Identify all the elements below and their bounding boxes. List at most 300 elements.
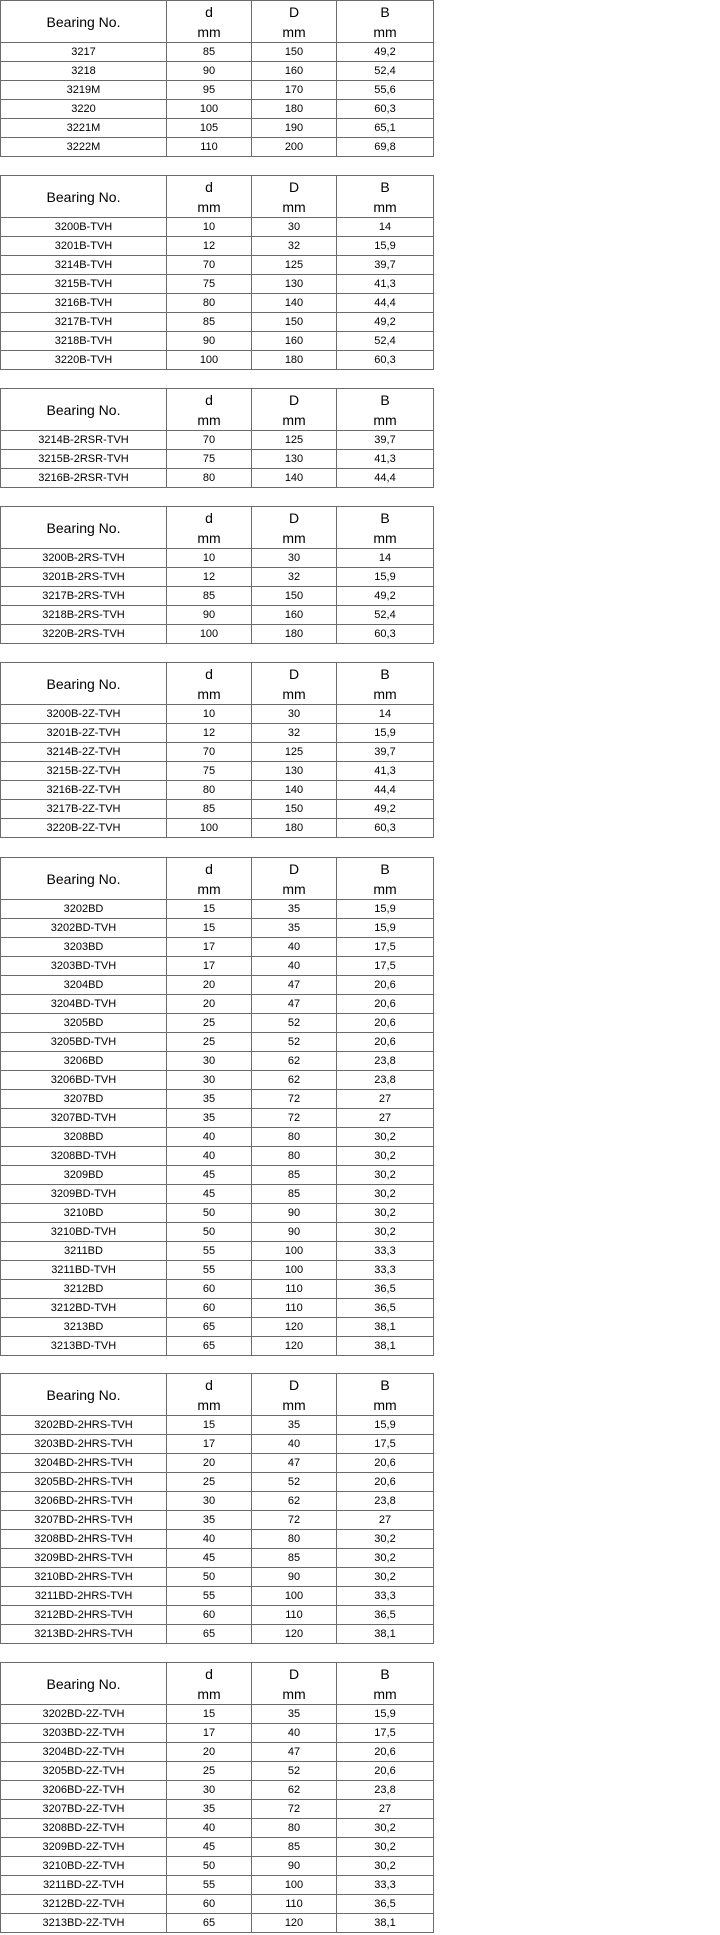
table-row xyxy=(1,62,434,81)
column-symbol: B xyxy=(380,1665,390,1682)
table-row xyxy=(1,587,434,606)
B-header xyxy=(337,1663,434,1705)
table-row xyxy=(1,724,434,743)
inner-diameter-cell: 10 xyxy=(167,705,252,724)
bearing-no-cell: 3215B-2Z-TVH xyxy=(1,762,167,781)
outer-diameter-cell: 180 xyxy=(252,351,337,370)
table-row xyxy=(1,1838,434,1857)
inner-diameter-cell: 80 xyxy=(167,781,252,800)
width-cell: 30,2 xyxy=(337,1857,434,1876)
bearing-no-cell: 3208BD-2HRS-TVH xyxy=(1,1530,167,1549)
bearing-spec-table xyxy=(0,857,434,1356)
bearing-no-cell: 3217 xyxy=(1,43,167,62)
width-cell: 30,2 xyxy=(337,1185,434,1204)
d-header xyxy=(167,176,252,218)
outer-diameter-cell: 85 xyxy=(252,1549,337,1568)
bearing-spec-table xyxy=(0,0,434,157)
inner-diameter-cell: 100 xyxy=(167,351,252,370)
column-unit: mm xyxy=(197,880,221,897)
bearing-no-cell: 3204BD xyxy=(1,976,167,995)
width-cell: 27 xyxy=(337,1090,434,1109)
width-cell: 36,5 xyxy=(337,1895,434,1914)
outer-diameter-cell: 40 xyxy=(252,957,337,976)
width-cell: 23,8 xyxy=(337,1492,434,1511)
width-cell: 17,5 xyxy=(337,1435,434,1454)
table-row xyxy=(1,237,434,256)
outer-diameter-cell: 90 xyxy=(252,1223,337,1242)
column-symbol: d xyxy=(205,1665,213,1682)
table-row xyxy=(1,1109,434,1128)
table-row xyxy=(1,781,434,800)
width-cell: 15,9 xyxy=(337,237,434,256)
bearing-no-cell: 3202BD-2HRS-TVH xyxy=(1,1416,167,1435)
inner-diameter-cell: 50 xyxy=(167,1568,252,1587)
table-row xyxy=(1,1800,434,1819)
table-row xyxy=(1,819,434,838)
inner-diameter-cell: 40 xyxy=(167,1530,252,1549)
inner-diameter-cell: 40 xyxy=(167,1128,252,1147)
outer-diameter-cell: 110 xyxy=(252,1606,337,1625)
bearing-no-cell: 3201B-2Z-TVH xyxy=(1,724,167,743)
inner-diameter-cell: 70 xyxy=(167,431,252,450)
bearing-no-cell: 3205BD-2Z-TVH xyxy=(1,1762,167,1781)
outer-diameter-cell: 110 xyxy=(252,1299,337,1318)
bearing-no-cell: 3217B-2Z-TVH xyxy=(1,800,167,819)
table-header-row xyxy=(1,389,434,431)
bearing-no-header: Bearing No. xyxy=(1,176,167,218)
inner-diameter-cell: 10 xyxy=(167,549,252,568)
table-row xyxy=(1,606,434,625)
table-row xyxy=(1,568,434,587)
column-symbol: D xyxy=(288,1665,300,1682)
table-row xyxy=(1,43,434,62)
width-cell: 60,3 xyxy=(337,819,434,838)
table-row xyxy=(1,138,434,157)
table-row xyxy=(1,1473,434,1492)
bearing-no-cell: 3214B-2RSR-TVH xyxy=(1,431,167,450)
outer-diameter-cell: 160 xyxy=(252,606,337,625)
inner-diameter-cell: 95 xyxy=(167,81,252,100)
table-header-row xyxy=(1,1374,434,1416)
inner-diameter-cell: 85 xyxy=(167,313,252,332)
inner-diameter-cell: 25 xyxy=(167,1473,252,1492)
width-cell: 20,6 xyxy=(337,995,434,1014)
width-cell: 27 xyxy=(337,1511,434,1530)
width-cell: 44,4 xyxy=(337,781,434,800)
column-unit: mm xyxy=(373,529,397,546)
table-row xyxy=(1,1014,434,1033)
bearing-spec-table xyxy=(0,1662,434,1933)
column-unit: mm xyxy=(373,685,397,702)
d-header xyxy=(167,507,252,549)
outer-diameter-cell: 35 xyxy=(252,1705,337,1724)
bearing-no-cell: 3218B-TVH xyxy=(1,332,167,351)
table-row xyxy=(1,351,434,370)
outer-diameter-cell: 32 xyxy=(252,237,337,256)
bearing-no-cell: 3220B-TVH xyxy=(1,351,167,370)
d-header xyxy=(167,1663,252,1705)
d-header xyxy=(167,663,252,705)
B-header xyxy=(337,1,434,43)
inner-diameter-cell: 35 xyxy=(167,1109,252,1128)
bearing-no-cell: 3208BD-TVH xyxy=(1,1147,167,1166)
bearing-no-cell: 3221M xyxy=(1,119,167,138)
table-row xyxy=(1,1819,434,1838)
column-symbol: B xyxy=(380,1376,390,1393)
width-cell: 30,2 xyxy=(337,1568,434,1587)
width-cell: 17,5 xyxy=(337,938,434,957)
outer-diameter-cell: 90 xyxy=(252,1204,337,1223)
table-row xyxy=(1,1166,434,1185)
width-cell: 17,5 xyxy=(337,1724,434,1743)
bearing-spec-table xyxy=(0,662,434,838)
outer-diameter-cell: 150 xyxy=(252,800,337,819)
outer-diameter-cell: 130 xyxy=(252,275,337,294)
bearing-no-header: Bearing No. xyxy=(1,663,167,705)
inner-diameter-cell: 17 xyxy=(167,1724,252,1743)
outer-diameter-cell: 100 xyxy=(252,1242,337,1261)
width-cell: 20,6 xyxy=(337,1743,434,1762)
column-unit: mm xyxy=(282,1685,306,1702)
inner-diameter-cell: 75 xyxy=(167,762,252,781)
outer-diameter-cell: 30 xyxy=(252,705,337,724)
width-cell: 30,2 xyxy=(337,1838,434,1857)
bearing-no-cell: 3209BD-2HRS-TVH xyxy=(1,1549,167,1568)
outer-diameter-cell: 35 xyxy=(252,919,337,938)
inner-diameter-cell: 65 xyxy=(167,1337,252,1356)
outer-diameter-cell: 85 xyxy=(252,1838,337,1857)
column-unit: mm xyxy=(282,1396,306,1413)
outer-diameter-cell: 150 xyxy=(252,43,337,62)
outer-diameter-cell: 130 xyxy=(252,450,337,469)
bearing-no-cell: 3203BD-2Z-TVH xyxy=(1,1724,167,1743)
outer-diameter-cell: 120 xyxy=(252,1914,337,1933)
width-cell: 41,3 xyxy=(337,275,434,294)
width-cell: 33,3 xyxy=(337,1242,434,1261)
bearing-no-cell: 3204BD-TVH xyxy=(1,995,167,1014)
bearing-no-cell: 3208BD-2Z-TVH xyxy=(1,1819,167,1838)
table-row xyxy=(1,332,434,351)
bearing-no-cell: 3206BD xyxy=(1,1052,167,1071)
width-cell: 60,3 xyxy=(337,351,434,370)
bearing-no-cell: 3209BD-TVH xyxy=(1,1185,167,1204)
width-cell: 17,5 xyxy=(337,957,434,976)
width-cell: 38,1 xyxy=(337,1625,434,1644)
width-cell: 52,4 xyxy=(337,62,434,81)
width-cell: 33,3 xyxy=(337,1876,434,1895)
inner-diameter-cell: 85 xyxy=(167,43,252,62)
column-unit: mm xyxy=(282,685,306,702)
inner-diameter-cell: 30 xyxy=(167,1781,252,1800)
width-cell: 14 xyxy=(337,218,434,237)
width-cell: 30,2 xyxy=(337,1819,434,1838)
width-cell: 20,6 xyxy=(337,1473,434,1492)
inner-diameter-cell: 65 xyxy=(167,1625,252,1644)
table-row xyxy=(1,1895,434,1914)
column-unit: mm xyxy=(282,529,306,546)
inner-diameter-cell: 45 xyxy=(167,1166,252,1185)
bearing-no-cell: 3207BD xyxy=(1,1090,167,1109)
bearing-no-cell: 3203BD-2HRS-TVH xyxy=(1,1435,167,1454)
table-header-row xyxy=(1,663,434,705)
column-symbol: D xyxy=(288,1376,300,1393)
outer-diameter-cell: 72 xyxy=(252,1511,337,1530)
table-row xyxy=(1,218,434,237)
inner-diameter-cell: 65 xyxy=(167,1318,252,1337)
table-row xyxy=(1,1261,434,1280)
outer-diameter-cell: 190 xyxy=(252,119,337,138)
bearing-no-cell: 3220 xyxy=(1,100,167,119)
inner-diameter-cell: 50 xyxy=(167,1857,252,1876)
column-symbol: D xyxy=(288,509,300,526)
table-row xyxy=(1,1128,434,1147)
bearing-no-cell: 3213BD-2HRS-TVH xyxy=(1,1625,167,1644)
bearing-no-cell: 3215B-2RSR-TVH xyxy=(1,450,167,469)
table-header-row xyxy=(1,1663,434,1705)
column-unit: mm xyxy=(197,685,221,702)
table-row xyxy=(1,1857,434,1876)
inner-diameter-cell: 70 xyxy=(167,743,252,762)
outer-diameter-cell: 30 xyxy=(252,549,337,568)
column-symbol: D xyxy=(288,391,300,408)
inner-diameter-cell: 80 xyxy=(167,294,252,313)
bearing-no-cell: 3202BD xyxy=(1,900,167,919)
inner-diameter-cell: 25 xyxy=(167,1014,252,1033)
table-row xyxy=(1,995,434,1014)
table-row xyxy=(1,275,434,294)
table-header-row xyxy=(1,176,434,218)
column-symbol: d xyxy=(205,509,213,526)
outer-diameter-cell: 32 xyxy=(252,724,337,743)
bearing-no-cell: 3200B-2RS-TVH xyxy=(1,549,167,568)
bearing-no-cell: 3212BD xyxy=(1,1280,167,1299)
inner-diameter-cell: 20 xyxy=(167,995,252,1014)
outer-diameter-cell: 110 xyxy=(252,1895,337,1914)
table-row xyxy=(1,1052,434,1071)
bearing-spec-table xyxy=(0,175,434,370)
inner-diameter-cell: 15 xyxy=(167,900,252,919)
inner-diameter-cell: 85 xyxy=(167,800,252,819)
inner-diameter-cell: 12 xyxy=(167,724,252,743)
width-cell: 30,2 xyxy=(337,1549,434,1568)
outer-diameter-cell: 200 xyxy=(252,138,337,157)
D-header xyxy=(252,176,337,218)
table-row xyxy=(1,1242,434,1261)
bearing-no-cell: 3207BD-2HRS-TVH xyxy=(1,1511,167,1530)
table-row xyxy=(1,1625,434,1644)
width-cell: 39,7 xyxy=(337,431,434,450)
inner-diameter-cell: 10 xyxy=(167,218,252,237)
inner-diameter-cell: 75 xyxy=(167,450,252,469)
column-symbol: d xyxy=(205,391,213,408)
inner-diameter-cell: 100 xyxy=(167,625,252,644)
inner-diameter-cell: 35 xyxy=(167,1090,252,1109)
width-cell: 33,3 xyxy=(337,1261,434,1280)
inner-diameter-cell: 25 xyxy=(167,1762,252,1781)
bearing-no-cell: 3206BD-2HRS-TVH xyxy=(1,1492,167,1511)
width-cell: 49,2 xyxy=(337,313,434,332)
width-cell: 23,8 xyxy=(337,1052,434,1071)
bearing-no-cell: 3210BD-2Z-TVH xyxy=(1,1857,167,1876)
D-header xyxy=(252,1,337,43)
bearing-no-cell: 3211BD-2HRS-TVH xyxy=(1,1587,167,1606)
width-cell: 23,8 xyxy=(337,1781,434,1800)
width-cell: 44,4 xyxy=(337,469,434,488)
table-row xyxy=(1,1435,434,1454)
bearing-no-cell: 3211BD-2Z-TVH xyxy=(1,1876,167,1895)
bearing-spec-table xyxy=(0,506,434,644)
D-header xyxy=(252,1374,337,1416)
inner-diameter-cell: 40 xyxy=(167,1819,252,1838)
outer-diameter-cell: 120 xyxy=(252,1625,337,1644)
width-cell: 36,5 xyxy=(337,1280,434,1299)
column-unit: mm xyxy=(197,198,221,215)
width-cell: 14 xyxy=(337,705,434,724)
bearing-no-cell: 3211BD xyxy=(1,1242,167,1261)
width-cell: 20,6 xyxy=(337,976,434,995)
table-row xyxy=(1,1724,434,1743)
outer-diameter-cell: 150 xyxy=(252,313,337,332)
inner-diameter-cell: 60 xyxy=(167,1895,252,1914)
table-row xyxy=(1,119,434,138)
table-row xyxy=(1,1914,434,1933)
width-cell: 15,9 xyxy=(337,1705,434,1724)
outer-diameter-cell: 80 xyxy=(252,1819,337,1838)
width-cell: 30,2 xyxy=(337,1204,434,1223)
table-row xyxy=(1,1090,434,1109)
bearing-no-cell: 3205BD-2HRS-TVH xyxy=(1,1473,167,1492)
table-row xyxy=(1,450,434,469)
width-cell: 27 xyxy=(337,1109,434,1128)
outer-diameter-cell: 110 xyxy=(252,1280,337,1299)
width-cell: 20,6 xyxy=(337,1762,434,1781)
outer-diameter-cell: 47 xyxy=(252,1743,337,1762)
inner-diameter-cell: 15 xyxy=(167,1705,252,1724)
column-unit: mm xyxy=(373,198,397,215)
B-header xyxy=(337,663,434,705)
table-row xyxy=(1,976,434,995)
D-header xyxy=(252,1663,337,1705)
outer-diameter-cell: 150 xyxy=(252,587,337,606)
outer-diameter-cell: 52 xyxy=(252,1762,337,1781)
inner-diameter-cell: 50 xyxy=(167,1223,252,1242)
column-unit: mm xyxy=(373,411,397,428)
bearing-no-cell: 3208BD xyxy=(1,1128,167,1147)
outer-diameter-cell: 47 xyxy=(252,976,337,995)
inner-diameter-cell: 12 xyxy=(167,568,252,587)
inner-diameter-cell: 30 xyxy=(167,1071,252,1090)
bearing-no-cell: 3202BD-2Z-TVH xyxy=(1,1705,167,1724)
inner-diameter-cell: 105 xyxy=(167,119,252,138)
width-cell: 30,2 xyxy=(337,1530,434,1549)
column-unit: mm xyxy=(373,23,397,40)
inner-diameter-cell: 30 xyxy=(167,1492,252,1511)
bearing-no-cell: 3204BD-2Z-TVH xyxy=(1,1743,167,1762)
bearing-no-cell: 3206BD-TVH xyxy=(1,1071,167,1090)
outer-diameter-cell: 130 xyxy=(252,762,337,781)
column-symbol: B xyxy=(380,391,390,408)
inner-diameter-cell: 80 xyxy=(167,469,252,488)
inner-diameter-cell: 12 xyxy=(167,237,252,256)
inner-diameter-cell: 90 xyxy=(167,62,252,81)
column-unit: mm xyxy=(373,880,397,897)
column-symbol: B xyxy=(380,178,390,195)
bearing-no-cell: 3201B-2RS-TVH xyxy=(1,568,167,587)
table-row xyxy=(1,1781,434,1800)
bearing-no-cell: 3210BD xyxy=(1,1204,167,1223)
bearing-no-header: Bearing No. xyxy=(1,1,167,43)
outer-diameter-cell: 125 xyxy=(252,743,337,762)
column-symbol: D xyxy=(288,665,300,682)
outer-diameter-cell: 100 xyxy=(252,1587,337,1606)
inner-diameter-cell: 90 xyxy=(167,606,252,625)
outer-diameter-cell: 125 xyxy=(252,431,337,450)
column-symbol: B xyxy=(380,3,390,20)
bearing-no-cell: 3203BD-TVH xyxy=(1,957,167,976)
bearing-no-cell: 3205BD-TVH xyxy=(1,1033,167,1052)
outer-diameter-cell: 52 xyxy=(252,1033,337,1052)
outer-diameter-cell: 35 xyxy=(252,900,337,919)
bearing-no-cell: 3212BD-2Z-TVH xyxy=(1,1895,167,1914)
column-unit: mm xyxy=(373,1396,397,1413)
table-row xyxy=(1,800,434,819)
inner-diameter-cell: 110 xyxy=(167,138,252,157)
outer-diameter-cell: 180 xyxy=(252,100,337,119)
outer-diameter-cell: 72 xyxy=(252,1109,337,1128)
table-row xyxy=(1,469,434,488)
bearing-no-cell: 3220B-2RS-TVH xyxy=(1,625,167,644)
column-symbol: d xyxy=(205,3,213,20)
outer-diameter-cell: 170 xyxy=(252,81,337,100)
table-row xyxy=(1,1492,434,1511)
table-row xyxy=(1,1071,434,1090)
bearing-no-cell: 3215B-TVH xyxy=(1,275,167,294)
bearing-no-cell: 3203BD xyxy=(1,938,167,957)
outer-diameter-cell: 120 xyxy=(252,1337,337,1356)
table-row xyxy=(1,294,434,313)
table-row xyxy=(1,1280,434,1299)
table-row xyxy=(1,1204,434,1223)
width-cell: 30,2 xyxy=(337,1128,434,1147)
table-row xyxy=(1,431,434,450)
table-row xyxy=(1,1416,434,1435)
bearing-no-cell: 3217B-TVH xyxy=(1,313,167,332)
outer-diameter-cell: 30 xyxy=(252,218,337,237)
table-row xyxy=(1,1705,434,1724)
width-cell: 52,4 xyxy=(337,332,434,351)
column-symbol: d xyxy=(205,178,213,195)
outer-diameter-cell: 180 xyxy=(252,819,337,838)
table-header-row xyxy=(1,858,434,900)
outer-diameter-cell: 90 xyxy=(252,1568,337,1587)
bearing-no-cell: 3216B-2Z-TVH xyxy=(1,781,167,800)
width-cell: 36,5 xyxy=(337,1299,434,1318)
width-cell: 30,2 xyxy=(337,1166,434,1185)
inner-diameter-cell: 100 xyxy=(167,100,252,119)
table-row xyxy=(1,1511,434,1530)
outer-diameter-cell: 90 xyxy=(252,1857,337,1876)
outer-diameter-cell: 72 xyxy=(252,1090,337,1109)
table-row xyxy=(1,1876,434,1895)
table-row xyxy=(1,1185,434,1204)
width-cell: 49,2 xyxy=(337,43,434,62)
outer-diameter-cell: 85 xyxy=(252,1166,337,1185)
outer-diameter-cell: 80 xyxy=(252,1530,337,1549)
inner-diameter-cell: 55 xyxy=(167,1876,252,1895)
table-row xyxy=(1,256,434,275)
table-row xyxy=(1,919,434,938)
width-cell: 49,2 xyxy=(337,587,434,606)
